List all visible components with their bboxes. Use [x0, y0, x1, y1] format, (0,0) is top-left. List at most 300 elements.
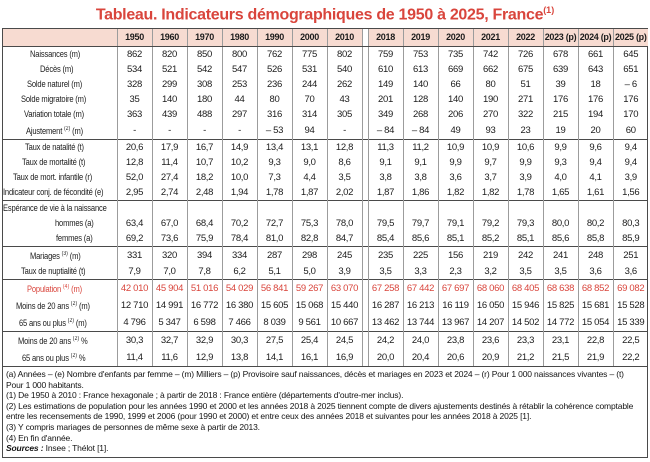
value-cell: 206	[438, 107, 473, 122]
value-cell: 244	[292, 77, 327, 92]
value-cell: 5 347	[152, 314, 187, 332]
value-cell	[613, 201, 648, 217]
value-cell: 547	[222, 62, 257, 77]
table-row	[3, 92, 648, 107]
value-cell: 93	[473, 122, 508, 140]
value-cell: 8 039	[257, 314, 292, 332]
value-cell: 3,9	[508, 170, 543, 185]
value-cell: 9,9	[438, 155, 473, 170]
value-cell: 170	[613, 107, 648, 122]
table-row	[3, 201, 648, 217]
value-cell: 5,0	[292, 264, 327, 280]
column-header-2019: 2019	[403, 29, 438, 47]
value-cell: -	[117, 122, 152, 140]
value-cell: 610	[368, 62, 403, 77]
value-cell: 63 070	[327, 280, 362, 298]
footnote-1: (1) De 1950 à 2010 : France hexagonale ; à partir de 2018 : France entière (départements d'outre-mer inclus).	[6, 390, 404, 401]
value-cell: 35	[117, 92, 152, 107]
value-cell: 51 016	[187, 280, 222, 298]
value-cell: 15 528	[613, 297, 648, 314]
value-cell: 251	[613, 247, 648, 265]
value-cell: 1,86	[403, 185, 438, 201]
value-cell: 69 082	[613, 280, 648, 298]
value-cell: 194	[578, 107, 613, 122]
column-header-2000: 2000	[292, 29, 327, 47]
table-row	[3, 107, 648, 122]
value-cell: 270	[473, 107, 508, 122]
table-row	[3, 216, 648, 231]
value-cell: 72,7	[257, 216, 292, 231]
value-cell: 45 904	[152, 280, 187, 298]
value-cell: 662	[473, 62, 508, 77]
value-cell: 9,4	[613, 140, 648, 156]
value-cell: 21,5	[543, 349, 578, 367]
value-cell: 11,4	[117, 349, 152, 367]
value-cell: 2,95	[117, 185, 152, 201]
value-cell: 16 287	[368, 297, 403, 314]
table-body	[3, 47, 648, 367]
value-cell: 862	[117, 47, 152, 63]
value-cell: 56 841	[257, 280, 292, 298]
value-cell: 8,6	[327, 155, 362, 170]
column-header-2020: 2020	[438, 29, 473, 47]
value-cell: 27,5	[257, 332, 292, 350]
value-cell: 176	[543, 92, 578, 107]
value-cell: 308	[187, 77, 222, 92]
table-row	[3, 280, 648, 298]
value-cell: 79,1	[438, 216, 473, 231]
value-cell: 2,48	[187, 185, 222, 201]
value-cell: 78,0	[327, 216, 362, 231]
value-cell: 7 466	[222, 314, 257, 332]
source-line	[6, 443, 643, 454]
value-cell: 651	[613, 62, 648, 77]
value-cell: 613	[403, 62, 438, 77]
value-cell: 775	[292, 47, 327, 63]
value-cell: 20,6	[438, 349, 473, 367]
value-cell: 800	[222, 47, 257, 63]
value-cell: 59 267	[292, 280, 327, 298]
value-cell: 268	[403, 107, 438, 122]
value-cell: 21,9	[578, 349, 613, 367]
value-cell: 15 605	[257, 297, 292, 314]
value-cell: 9,1	[368, 155, 403, 170]
value-cell: 24,2	[368, 332, 403, 350]
value-cell: 23,8	[438, 332, 473, 350]
value-cell: 4,1	[578, 170, 613, 185]
value-cell: 241	[543, 247, 578, 265]
value-cell: 271	[508, 92, 543, 107]
row-label: Moins de 20 ans $^{(2)}$ (m)	[15, 301, 90, 312]
value-cell: 80,3	[613, 216, 648, 231]
value-cell: 60	[613, 122, 648, 140]
value-cell: 678	[543, 47, 578, 63]
value-cell: 4 796	[117, 314, 152, 332]
value-cell: 84,7	[327, 231, 362, 247]
value-cell: 219	[473, 247, 508, 265]
value-cell	[543, 201, 578, 217]
value-cell: 235	[368, 247, 403, 265]
row-label: Indicateur conj. de fécondité (e)	[3, 187, 104, 198]
value-cell: 540	[327, 62, 362, 77]
value-cell: 68 405	[508, 280, 543, 298]
value-cell: 69,2	[117, 231, 152, 247]
value-cell: 850	[187, 47, 222, 63]
row-label: 65 ans ou plus $^{(2)}$ (m)	[19, 318, 88, 329]
value-cell	[187, 201, 222, 217]
value-cell: 3,5	[543, 264, 578, 280]
value-cell: 85,2	[473, 231, 508, 247]
column-header-2018: 2018	[368, 29, 403, 47]
column-header-1970: 1970	[187, 29, 222, 47]
value-cell: 11,6	[152, 349, 187, 367]
value-cell: 140	[438, 92, 473, 107]
value-cell: 14 502	[508, 314, 543, 332]
value-cell: 3,6	[578, 264, 613, 280]
value-cell: 3,6	[438, 170, 473, 185]
value-cell: 25,4	[292, 332, 327, 350]
row-label: Solde naturel (m)	[26, 79, 83, 90]
table-row	[3, 170, 648, 185]
column-header-2024: 2024 (p)	[578, 29, 613, 47]
row-label: Taux de mort. infantile (r)	[12, 172, 92, 183]
value-cell: 3,2	[473, 264, 508, 280]
value-cell: 70,2	[222, 216, 257, 231]
value-cell: 305	[327, 107, 362, 122]
value-cell: 85,6	[403, 231, 438, 247]
value-cell: 299	[152, 77, 187, 92]
value-cell: 3,6	[613, 264, 648, 280]
value-cell	[292, 201, 327, 217]
value-cell: 3,8	[368, 170, 403, 185]
row-label: Moins de 20 ans $^{(2)}$ %	[3, 332, 117, 350]
value-cell: 394	[187, 247, 222, 265]
value-cell: -	[222, 122, 257, 140]
value-cell: 49	[438, 122, 473, 140]
value-cell	[368, 201, 403, 217]
value-cell: 2,02	[327, 185, 362, 201]
value-cell: 215	[543, 107, 578, 122]
value-cell	[403, 201, 438, 217]
value-cell: 11,3	[368, 140, 403, 156]
value-cell: -	[327, 122, 362, 140]
value-cell: 149	[368, 77, 403, 92]
value-cell: -	[152, 122, 187, 140]
value-cell: 42 010	[117, 280, 152, 298]
value-cell: 14,9	[222, 140, 257, 156]
value-cell: 262	[327, 77, 362, 92]
value-cell: 15 825	[543, 297, 578, 314]
table-row	[3, 314, 648, 332]
row-label: Taux de nuptialité (t)	[21, 266, 86, 277]
value-cell: 363	[117, 107, 152, 122]
column-header-2010: 2010	[327, 29, 362, 47]
column-header-1980: 1980	[222, 29, 257, 47]
value-cell: 1,78	[257, 185, 292, 201]
value-cell: 3,9	[327, 264, 362, 280]
value-cell: 15 339	[613, 314, 648, 332]
value-cell: 253	[222, 77, 257, 92]
value-cell: 322	[508, 107, 543, 122]
source-text: Insee ; Thélot [1].	[43, 443, 109, 454]
value-cell: 20,6	[117, 140, 152, 156]
row-label: Décès (m)	[39, 64, 74, 75]
value-cell: 39	[543, 77, 578, 92]
value-cell: 675	[508, 62, 543, 77]
value-cell: 742	[473, 47, 508, 63]
value-cell: 10,9	[473, 140, 508, 156]
table-row	[3, 62, 648, 77]
value-cell: 6,2	[222, 264, 257, 280]
value-cell: 4,0	[543, 170, 578, 185]
table-row	[3, 332, 648, 350]
value-cell: 10,6	[508, 140, 543, 156]
value-cell: 1,56	[613, 185, 648, 201]
value-cell	[473, 201, 508, 217]
value-cell: 1,78	[508, 185, 543, 201]
row-label: Taux de natalité (t)	[3, 140, 117, 156]
value-cell: 297	[222, 107, 257, 122]
value-cell: 81,0	[257, 231, 292, 247]
value-cell	[257, 201, 292, 217]
value-cell: 68 638	[543, 280, 578, 298]
value-cell: 1,94	[222, 185, 257, 201]
table-row	[3, 297, 648, 314]
value-cell: 67 442	[403, 280, 438, 298]
value-cell: 9,9	[508, 155, 543, 170]
value-cell: 75,3	[292, 216, 327, 231]
value-cell: 22,8	[578, 332, 613, 350]
row-label: hommes (a)	[55, 218, 94, 229]
value-cell: 82,8	[292, 231, 327, 247]
value-cell: 21,2	[508, 349, 543, 367]
value-cell: 27,4	[152, 170, 187, 185]
value-cell: 11,4	[152, 155, 187, 170]
table-box	[2, 28, 648, 457]
table-row	[3, 122, 648, 140]
value-cell: 80,0	[543, 216, 578, 231]
value-cell: 140	[403, 77, 438, 92]
table-row	[3, 140, 648, 156]
value-cell: 22,5	[613, 332, 648, 350]
value-cell: 68,4	[187, 216, 222, 231]
value-cell: 1,82	[438, 185, 473, 201]
value-cell: 22,2	[613, 349, 648, 367]
footnote-4: (4) En fin d'année.	[6, 432, 73, 443]
demographic-table	[3, 29, 648, 367]
value-cell: 12,8	[117, 155, 152, 170]
value-cell	[222, 201, 257, 217]
value-cell: -	[187, 122, 222, 140]
value-cell: 762	[257, 47, 292, 63]
row-label: Taux de mortalité (t)	[22, 157, 86, 168]
value-cell	[327, 201, 362, 217]
value-cell: 236	[257, 77, 292, 92]
value-cell: 32,9	[187, 332, 222, 350]
value-cell: 13 967	[438, 314, 473, 332]
value-cell: 80	[257, 92, 292, 107]
value-cell: 24,0	[403, 332, 438, 350]
value-cell: 14 772	[543, 314, 578, 332]
value-cell: 85,1	[438, 231, 473, 247]
value-cell: 80	[473, 77, 508, 92]
value-cell: 16 380	[222, 297, 257, 314]
footnote-3: (3) Y compris mariages de personnes de même sexe à partir de 2013.	[6, 421, 260, 432]
value-cell: 10,9	[438, 140, 473, 156]
value-cell: 242	[508, 247, 543, 265]
value-cell: 30,3	[117, 332, 152, 350]
value-cell: 12 710	[117, 297, 152, 314]
value-cell: 13 744	[403, 314, 438, 332]
value-cell: 14 991	[152, 297, 187, 314]
table-row	[3, 47, 648, 63]
value-cell: 802	[327, 47, 362, 63]
value-cell	[152, 201, 187, 217]
value-cell: 16,9	[327, 349, 362, 367]
value-cell: 3,5	[368, 264, 403, 280]
value-cell: 16 772	[187, 297, 222, 314]
value-cell: 2,3	[438, 264, 473, 280]
page	[0, 5, 650, 458]
value-cell: 4,4	[292, 170, 327, 185]
value-cell: 9,1	[403, 155, 438, 170]
value-cell: 9,3	[257, 155, 292, 170]
value-cell: 180	[187, 92, 222, 107]
value-cell: 15 946	[508, 297, 543, 314]
value-cell: 7,0	[152, 264, 187, 280]
value-cell: 521	[152, 62, 187, 77]
value-cell: 12,9	[187, 349, 222, 367]
value-cell: 14,1	[257, 349, 292, 367]
row-label: Ajustement $^{(2)}$ (m)	[25, 126, 83, 137]
value-cell: 9,6	[578, 140, 613, 156]
value-cell: 79,3	[508, 216, 543, 231]
row-label: Espérance de vie à la naissance	[3, 201, 117, 217]
value-cell: 11,2	[403, 140, 438, 156]
value-cell: 2,74	[152, 185, 187, 201]
value-cell: 1,87	[368, 185, 403, 201]
value-cell: 190	[473, 92, 508, 107]
footnotes-block	[3, 367, 647, 456]
value-cell: 85,8	[578, 231, 613, 247]
value-cell: 488	[187, 107, 222, 122]
value-cell: 67 697	[438, 280, 473, 298]
value-cell: 128	[403, 92, 438, 107]
value-cell: 15 054	[578, 314, 613, 332]
value-cell: 9,0	[292, 155, 327, 170]
value-cell: 10,2	[222, 155, 257, 170]
value-cell: 643	[578, 62, 613, 77]
column-header-1990: 1990	[257, 29, 292, 47]
value-cell: 661	[578, 47, 613, 63]
value-cell: – 6	[613, 77, 648, 92]
value-cell: 225	[403, 247, 438, 265]
value-cell: 759	[368, 47, 403, 63]
value-cell: 67 258	[368, 280, 403, 298]
value-cell: 7,3	[257, 170, 292, 185]
value-cell: 531	[292, 62, 327, 77]
column-header-2025: 2025 (p)	[613, 29, 648, 47]
value-cell	[438, 201, 473, 217]
value-cell: 7,9	[117, 264, 152, 280]
value-cell: 287	[257, 247, 292, 265]
value-cell: 54 029	[222, 280, 257, 298]
value-cell: 726	[508, 47, 543, 63]
page-title	[2, 5, 648, 24]
value-cell: 32,7	[152, 332, 187, 350]
corner-cell	[3, 29, 117, 47]
value-cell: 10,0	[222, 170, 257, 185]
value-cell: 9,7	[473, 155, 508, 170]
title-text: Tableau. Indicateurs démographiques de 1950 à 2025, France	[95, 6, 544, 24]
value-cell: 19	[543, 122, 578, 140]
value-cell: 20,9	[473, 349, 508, 367]
value-cell: 314	[292, 107, 327, 122]
value-cell: 79,2	[473, 216, 508, 231]
table-row	[3, 264, 648, 280]
value-cell: 7,8	[187, 264, 222, 280]
value-cell: – 53	[257, 122, 292, 140]
value-cell: 526	[257, 62, 292, 77]
value-cell: 52,0	[117, 170, 152, 185]
table-row	[3, 77, 648, 92]
value-cell: 51	[508, 77, 543, 92]
source-label: Sources :	[6, 443, 44, 454]
value-cell: 9,3	[543, 155, 578, 170]
row-label: Population $^{(4)}$ (m)	[3, 280, 117, 298]
value-cell: 3,7	[473, 170, 508, 185]
value-cell: 20,0	[368, 349, 403, 367]
value-cell: 94	[292, 122, 327, 140]
value-cell: 85,4	[368, 231, 403, 247]
value-cell: 85,1	[508, 231, 543, 247]
value-cell: 1,61	[578, 185, 613, 201]
value-cell: 3,5	[327, 170, 362, 185]
value-cell	[508, 201, 543, 217]
value-cell: 245	[327, 247, 362, 265]
value-cell: 248	[578, 247, 613, 265]
value-cell: – 84	[403, 122, 438, 140]
footnote-2: (2) Les estimations de population pour les années 1990 et 2000 et les années 2018 à 2025 tiennent compte de divers ajustements destinés à rétablir la cohérence comptable entre les recensements de 1990, 1999 et 2006 (pour 1990 et 2000) et entre ceux des années 2018 et suivantes pour les années 2018 à 2025 [1].	[6, 400, 634, 422]
value-cell: 639	[543, 62, 578, 77]
value-cell: 140	[152, 92, 187, 107]
value-cell: 3,3	[403, 264, 438, 280]
value-cell: 13,8	[222, 349, 257, 367]
value-cell: 85,9	[613, 231, 648, 247]
value-cell: 201	[368, 92, 403, 107]
value-cell: 9,9	[543, 140, 578, 156]
value-cell: 23,1	[543, 332, 578, 350]
value-cell: 316	[257, 107, 292, 122]
value-cell: 79,7	[403, 216, 438, 231]
value-cell: 645	[613, 47, 648, 63]
value-cell: 68 060	[473, 280, 508, 298]
value-cell: 3,5	[508, 264, 543, 280]
row-label: Variation totale (m)	[24, 109, 85, 120]
value-cell: 20,4	[403, 349, 438, 367]
table-row	[3, 247, 648, 265]
value-cell: 70	[292, 92, 327, 107]
value-cell: 9,4	[613, 155, 648, 170]
value-cell: 30,3	[222, 332, 257, 350]
column-header-2021: 2021	[473, 29, 508, 47]
value-cell: 5,1	[257, 264, 292, 280]
value-cell: 10 667	[327, 314, 362, 332]
value-cell: 15 068	[292, 297, 327, 314]
value-cell: 85,6	[543, 231, 578, 247]
value-cell: 1,87	[292, 185, 327, 201]
value-cell: 16 213	[403, 297, 438, 314]
